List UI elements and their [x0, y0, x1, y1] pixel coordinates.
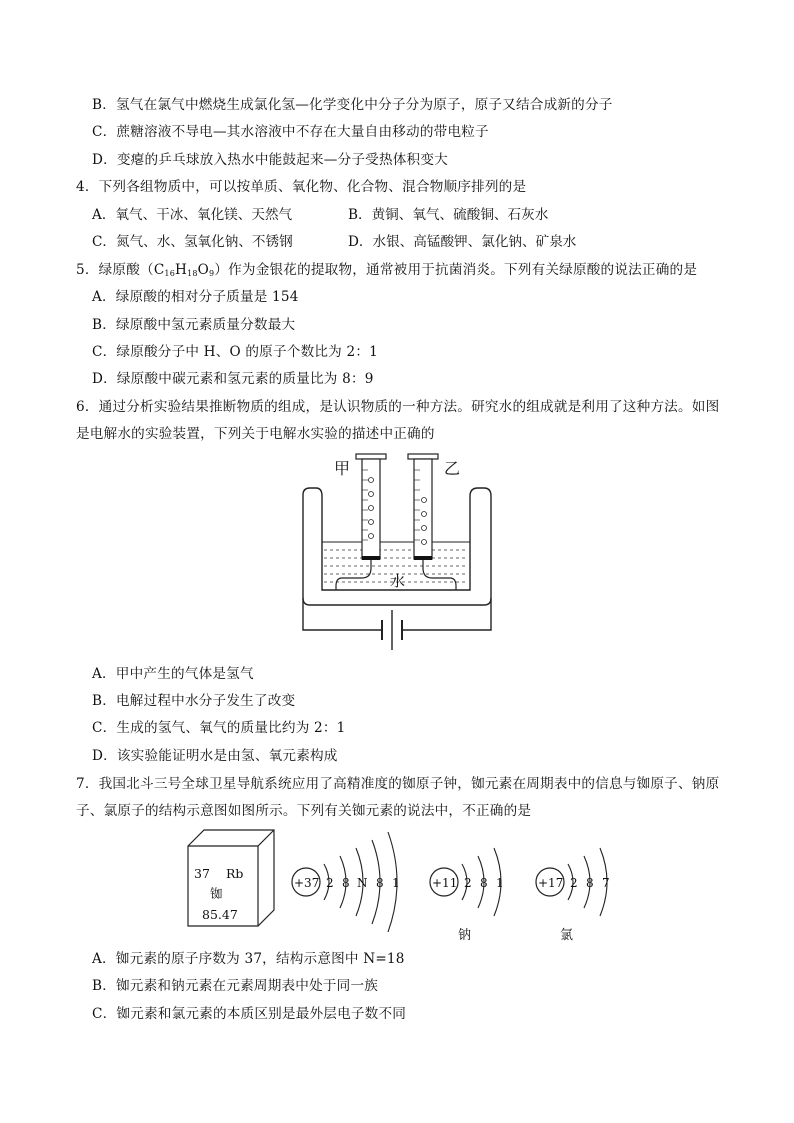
- q6-option-a: A．甲中产生的气体是氢气: [92, 666, 254, 682]
- q4-option-b: B．黄铜、氧气、硫酸铜、石灰水: [348, 207, 549, 223]
- electrolysis-apparatus-figure: [298, 450, 498, 655]
- q6-stem-line2: 是电解水的实验装置，下列关于电解水实验的描述中正确的: [76, 426, 435, 442]
- q7-option-b: B．铷元素和钠元素在元素周期表中处于同一族: [92, 978, 379, 994]
- cl-label: 氯: [560, 928, 574, 942]
- atomic-mass: 85.47: [202, 907, 238, 922]
- q5-option-a: A．绿原酸的相对分子质量是 154: [92, 289, 299, 305]
- q6-stem-line1: 6．通过分析实验结果推断物质的组成，是认识物质的一种方法。研究水的组成就是利用了这种方法。如图: [76, 399, 720, 415]
- q4-option-d: D．水银、高锰酸钾、氯化钠、矿泉水: [348, 234, 577, 250]
- rb-shell-2: 8: [342, 876, 350, 890]
- rb-shell-3: N: [357, 876, 368, 890]
- cl-shell-1: 2: [570, 876, 578, 890]
- sodium-atom-structure: [426, 842, 516, 942]
- na-shell-2: 8: [480, 876, 488, 890]
- q6-option-d: D．该实验能证明水是由氢、氧元素构成: [92, 748, 338, 764]
- q4-stem: 4．下列各组物质中，可以按单质、氧化物、化合物、混合物顺序排列的是: [76, 179, 527, 195]
- q7-option-a: A．铷元素的原子序数为 37，结构示意图中 N=18: [92, 951, 405, 967]
- q3-option-c: C．蔗糖溶液不导电—其水溶液中不存在大量自由移动的带电粒子: [92, 124, 489, 140]
- tube-label-left: 甲: [334, 459, 351, 478]
- na-shell-3: 1: [496, 876, 504, 890]
- rb-shell-1: 2: [326, 876, 334, 890]
- tube-label-right: 乙: [444, 459, 461, 478]
- q5-stem: 5．绿原酸$(C_{16}H_{18}O_9)$作为金银花的提取物，通常被用于抗菌消炎。下列有关绿原酸的说法正确的是: [76, 262, 698, 278]
- water-label: 水: [390, 572, 406, 590]
- q5-option-b: B．绿原酸中氢元素质量分数最大: [92, 317, 296, 333]
- q4-option-c: C．氮气、水、氢氧化钠、不锈钢: [92, 234, 293, 250]
- cl-nucleus: +17: [538, 876, 564, 890]
- atomic-number: 37: [194, 866, 210, 881]
- q6-option-c: C．生成的氢气、氧气的质量比约为 2：1: [92, 720, 346, 736]
- na-label: 钠: [458, 928, 472, 942]
- rb-shell-5: 1: [392, 876, 400, 890]
- cl-shell-2: 8: [586, 876, 594, 890]
- rubidium-atom-structure: [288, 822, 418, 932]
- q7-stem-line1: 7．我国北斗三号全球卫星导航系统应用了高精准度的铷原子钟，铷元素在周期表中的信息与铷原子、钠原: [76, 776, 720, 792]
- q5-option-d: D．绿原酸中碳元素和氢元素的质量比为 8：9: [92, 371, 374, 387]
- rb-nucleus: +37: [294, 876, 320, 890]
- element-name: 铷: [210, 886, 223, 901]
- cl-shell-3: 7: [602, 876, 610, 890]
- na-nucleus: +11: [432, 876, 458, 890]
- rubidium-element-card: [186, 828, 276, 928]
- q7-stem-line2: 子、氯原子的结构示意图如图所示。下列有关铷元素的说法中，不正确的是: [76, 803, 532, 819]
- element-symbol: Rb: [226, 866, 244, 881]
- chlorine-atom-structure: [532, 842, 622, 942]
- q3-option-d: D．变瘪的乒乓球放入热水中能鼓起来—分子受热体积变大: [92, 152, 448, 168]
- q3-option-b: B．氢气在氯气中燃烧生成氯化氢—化学变化中分子分为原子，原子又结合成新的分子: [92, 97, 613, 113]
- rb-shell-4: 8: [376, 876, 384, 890]
- q7-option-c: C．铷元素和氯元素的本质区别是最外层电子数不同: [92, 1006, 407, 1022]
- na-shell-1: 2: [464, 876, 472, 890]
- q4-option-a: A．氧气、干冰、氧化镁、天然气: [92, 207, 293, 223]
- q5-option-c: C．绿原酸分子中 H、O 的原子个数比为 2：1: [92, 344, 378, 360]
- q6-option-b: B．电解过程中水分子发生了改变: [92, 693, 296, 709]
